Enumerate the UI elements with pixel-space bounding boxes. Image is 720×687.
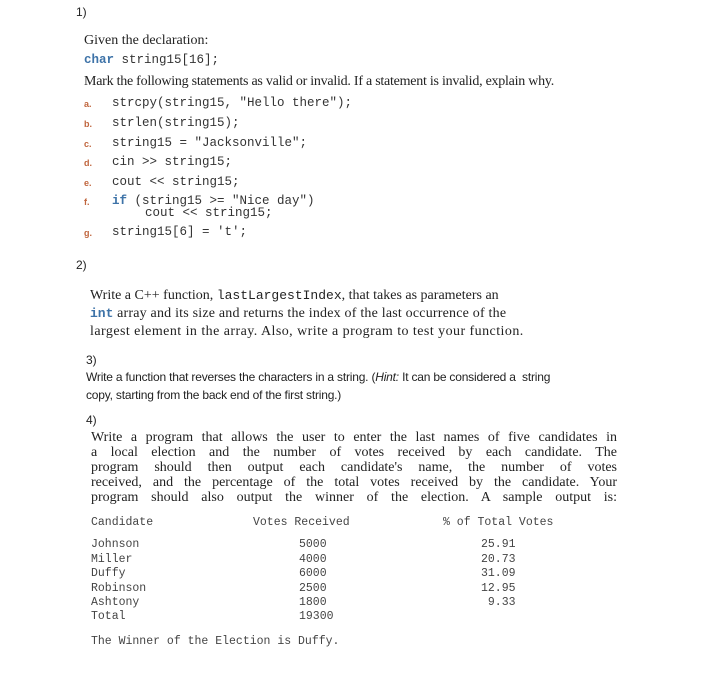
item-code-line-2: cout << string15; <box>145 206 273 220</box>
item-code: cin >> string15; <box>112 155 233 169</box>
q1-intro: Given the declaration: <box>84 33 209 48</box>
cell-name: Ashtony <box>91 596 140 609</box>
cell-name: Duffy <box>91 567 126 580</box>
header-percent: % of Total Votes <box>443 516 554 529</box>
hint-label: Hint: <box>375 370 399 384</box>
item-code: strlen(string15); <box>112 116 240 130</box>
cell-percent: 9.33 <box>481 596 516 609</box>
question-1-number: 1) <box>76 5 87 19</box>
question-2-number: 2) <box>76 258 87 272</box>
q1-instruction: Mark the following statements as valid or invalid. If a statement is invalid, explain why. <box>84 74 554 89</box>
cell-name: Johnson <box>91 538 140 551</box>
cell-votes: 6000 <box>299 567 327 580</box>
declaration-text: string15[16]; <box>114 53 220 67</box>
q4-line-5: program should also output the winner of the election. A sample output is: <box>91 490 617 505</box>
keyword: int <box>90 306 114 321</box>
q4-line-3: program should then output each candidate's name, the number of votes <box>91 460 617 475</box>
text: It can be considered a string <box>398 370 551 384</box>
keyword: if <box>112 194 128 208</box>
cell-percent: 25.91 <box>481 538 516 551</box>
item-label: b. <box>84 119 92 129</box>
text: Write a C++ function, <box>90 288 217 303</box>
q2-line-3: largest element in the array. Also, write a program to test your function. <box>90 324 524 339</box>
keyword: char <box>84 53 115 67</box>
cell-name: Miller <box>91 553 133 566</box>
cell-percent: 31.09 <box>481 567 516 580</box>
cell-votes: 5000 <box>299 538 327 551</box>
item-label: c. <box>84 139 92 149</box>
header-candidate: Candidate <box>91 516 154 529</box>
code-text: (string15 >= "Nice day") <box>127 194 315 208</box>
item-code: string15 = "Jacksonville"; <box>112 136 308 150</box>
cell-votes: 1800 <box>299 596 327 609</box>
text: , that takes as parameters an <box>341 288 499 303</box>
question-3-number: 3) <box>86 353 97 367</box>
cell-percent: 20.73 <box>481 553 516 566</box>
q4-line-4: received, and the percentage of the total votes received by the candidate. Your <box>91 475 617 490</box>
cell-percent: 12.95 <box>481 582 516 595</box>
q2-line-1 <box>90 288 624 304</box>
q1-declaration <box>84 53 219 67</box>
cell-name: Total <box>91 610 126 623</box>
winner-line: The Winner of the Election is Duffy. <box>91 635 340 648</box>
q3-line-2: copy, starting from the back end of the first string.) <box>86 388 342 402</box>
q3-line-1 <box>86 370 550 384</box>
item-code: cout << string15; <box>112 175 240 189</box>
item-label: g. <box>84 228 92 238</box>
cell-votes: 4000 <box>299 553 327 566</box>
cell-name: Robinson <box>91 582 147 595</box>
item-label: f. <box>84 197 90 207</box>
item-code: strcpy(string15, "Hello there"); <box>112 96 353 110</box>
item-label: a. <box>84 99 92 109</box>
q4-line-2: a local election and the number of votes received by each candidate. The <box>91 445 617 460</box>
function-name: lastLargestIndex <box>216 288 342 303</box>
text: array and its size and returns the index of the last occurrence of the <box>113 306 507 321</box>
q2-line-2 <box>90 306 624 322</box>
q4-line-1: Write a program that allows the user to enter the last names of five candidates in <box>91 430 617 445</box>
cell-votes: 19300 <box>299 610 334 623</box>
text: Write a function that reverses the characters in a string. ( <box>86 370 376 384</box>
item-label: d. <box>84 158 92 168</box>
question-4-number: 4) <box>86 413 97 427</box>
header-votes: Votes Received <box>253 516 350 529</box>
cell-votes: 2500 <box>299 582 327 595</box>
item-code: string15[6] = 't'; <box>112 225 248 239</box>
item-label: e. <box>84 178 92 188</box>
